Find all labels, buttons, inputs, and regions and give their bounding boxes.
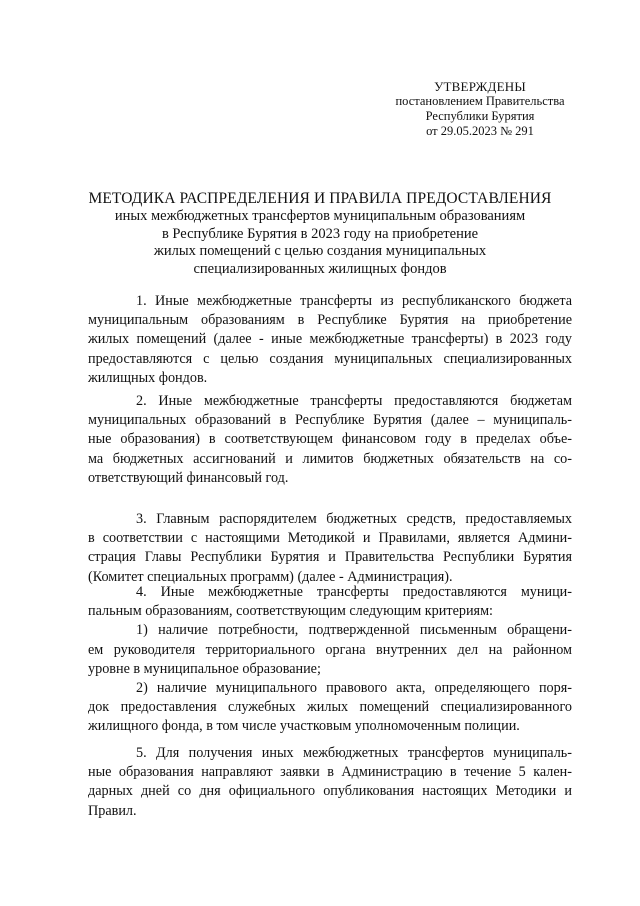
paragraph-line: ответствующий финансовый год. bbox=[88, 469, 289, 486]
paragraph-line: (Комитет специальных программ) (далее - Администрация). bbox=[88, 568, 453, 585]
paragraph-line: 5. Для получения иных межбюджетных трансфертов муниципаль- bbox=[136, 745, 572, 761]
paragraph-line: ные образования) в соответствующем финансовом году в пределах объе- bbox=[88, 431, 572, 448]
paragraph-line: ные образования направляют заявки в Администрацию в течение 5 кален- bbox=[88, 764, 572, 781]
paragraph-line: в соответствии с настоящими Методикой и Правилами, является Админи- bbox=[88, 530, 572, 547]
paragraph-line: муниципальным образованиям в Республике Бурятия на приобретение bbox=[88, 312, 572, 329]
paragraph-line: 1. Иные межбюджетные трансферты из республиканского бюджета bbox=[136, 293, 572, 309]
paragraph-line: жилищных фондов. bbox=[88, 369, 208, 386]
approval-line-date: от 29.05.2023 № 291 bbox=[426, 124, 534, 138]
paragraph-line: муниципальных образований в Республике Бурятия (далее – муниципаль- bbox=[88, 412, 572, 429]
criterion-2-line: 2) наличие муниципального правового акта, определяющего поря- bbox=[136, 680, 572, 697]
title-subline-2: в Республике Бурятия в 2023 году на приобретение bbox=[161, 225, 479, 242]
criterion-1-line: 1) наличие потребности, подтвержденной письменным обращени- bbox=[136, 622, 572, 639]
paragraph-2 bbox=[88, 392, 572, 488]
approval-line-decree: постановлением Правительства bbox=[395, 94, 565, 108]
title-subline-1: иных межбюджетных трансфертов муниципальным образованиям bbox=[114, 208, 526, 224]
paragraph-3 bbox=[88, 510, 572, 587]
title-subline-3: жилых помещений с целью создания муниципальных bbox=[153, 243, 487, 259]
criterion-1-line: ем руководителя территориального органа внутренних дел на районном bbox=[88, 641, 572, 658]
paragraph-line: пальным образованиям, соответствующим следующим критериям: bbox=[88, 603, 494, 620]
paragraph-5 bbox=[88, 744, 572, 821]
paragraph-4 bbox=[88, 583, 572, 737]
criterion-2-line: док предоставления служебных жилых помещений специализированного bbox=[88, 699, 572, 716]
paragraph-line: 3. Главным распорядителем бюджетных средств, предоставляемых bbox=[136, 511, 572, 527]
paragraph-line: 4. Иные межбюджетные трансферты предоставляются муници- bbox=[136, 584, 572, 600]
paragraph-line: предоставляются с целью создания муниципальных специализированных bbox=[88, 350, 572, 367]
criterion-1-line: уровне в муниципальное образование; bbox=[88, 660, 321, 677]
document-title bbox=[60, 189, 580, 278]
paragraph-line: Правил. bbox=[88, 802, 137, 819]
paragraph-1 bbox=[88, 292, 572, 388]
approval-heading: УТВЕРЖДЕНЫ bbox=[434, 79, 526, 94]
approval-stamp bbox=[380, 79, 580, 139]
criterion-2-line: жилищного фонда, в том числе участковым уполномоченным полиции. bbox=[88, 718, 520, 735]
paragraph-line: страция Главы Республики Бурятия и Правительства Республики Бурятия bbox=[88, 549, 572, 566]
title-subline-4: специализированных жилищных фондов bbox=[193, 260, 447, 277]
title-main: МЕТОДИКА РАСПРЕДЕЛЕНИЯ И ПРАВИЛА ПРЕДОСТАВЛЕНИЯ bbox=[88, 190, 552, 207]
paragraph-line: дарных дней со дня официального опубликования настоящих Методики и bbox=[88, 783, 572, 800]
paragraph-line: жилых помещений (далее - иные межбюджетные трансферты) в 2023 году bbox=[88, 331, 572, 348]
paragraph-line: 2. Иные межбюджетные трансферты предоставляются бюджетам bbox=[136, 393, 572, 409]
approval-line-republic: Республики Бурятия bbox=[425, 109, 535, 123]
paragraph-line: ма бюджетных ассигнований и лимитов бюджетных обязательств на со- bbox=[88, 450, 572, 467]
